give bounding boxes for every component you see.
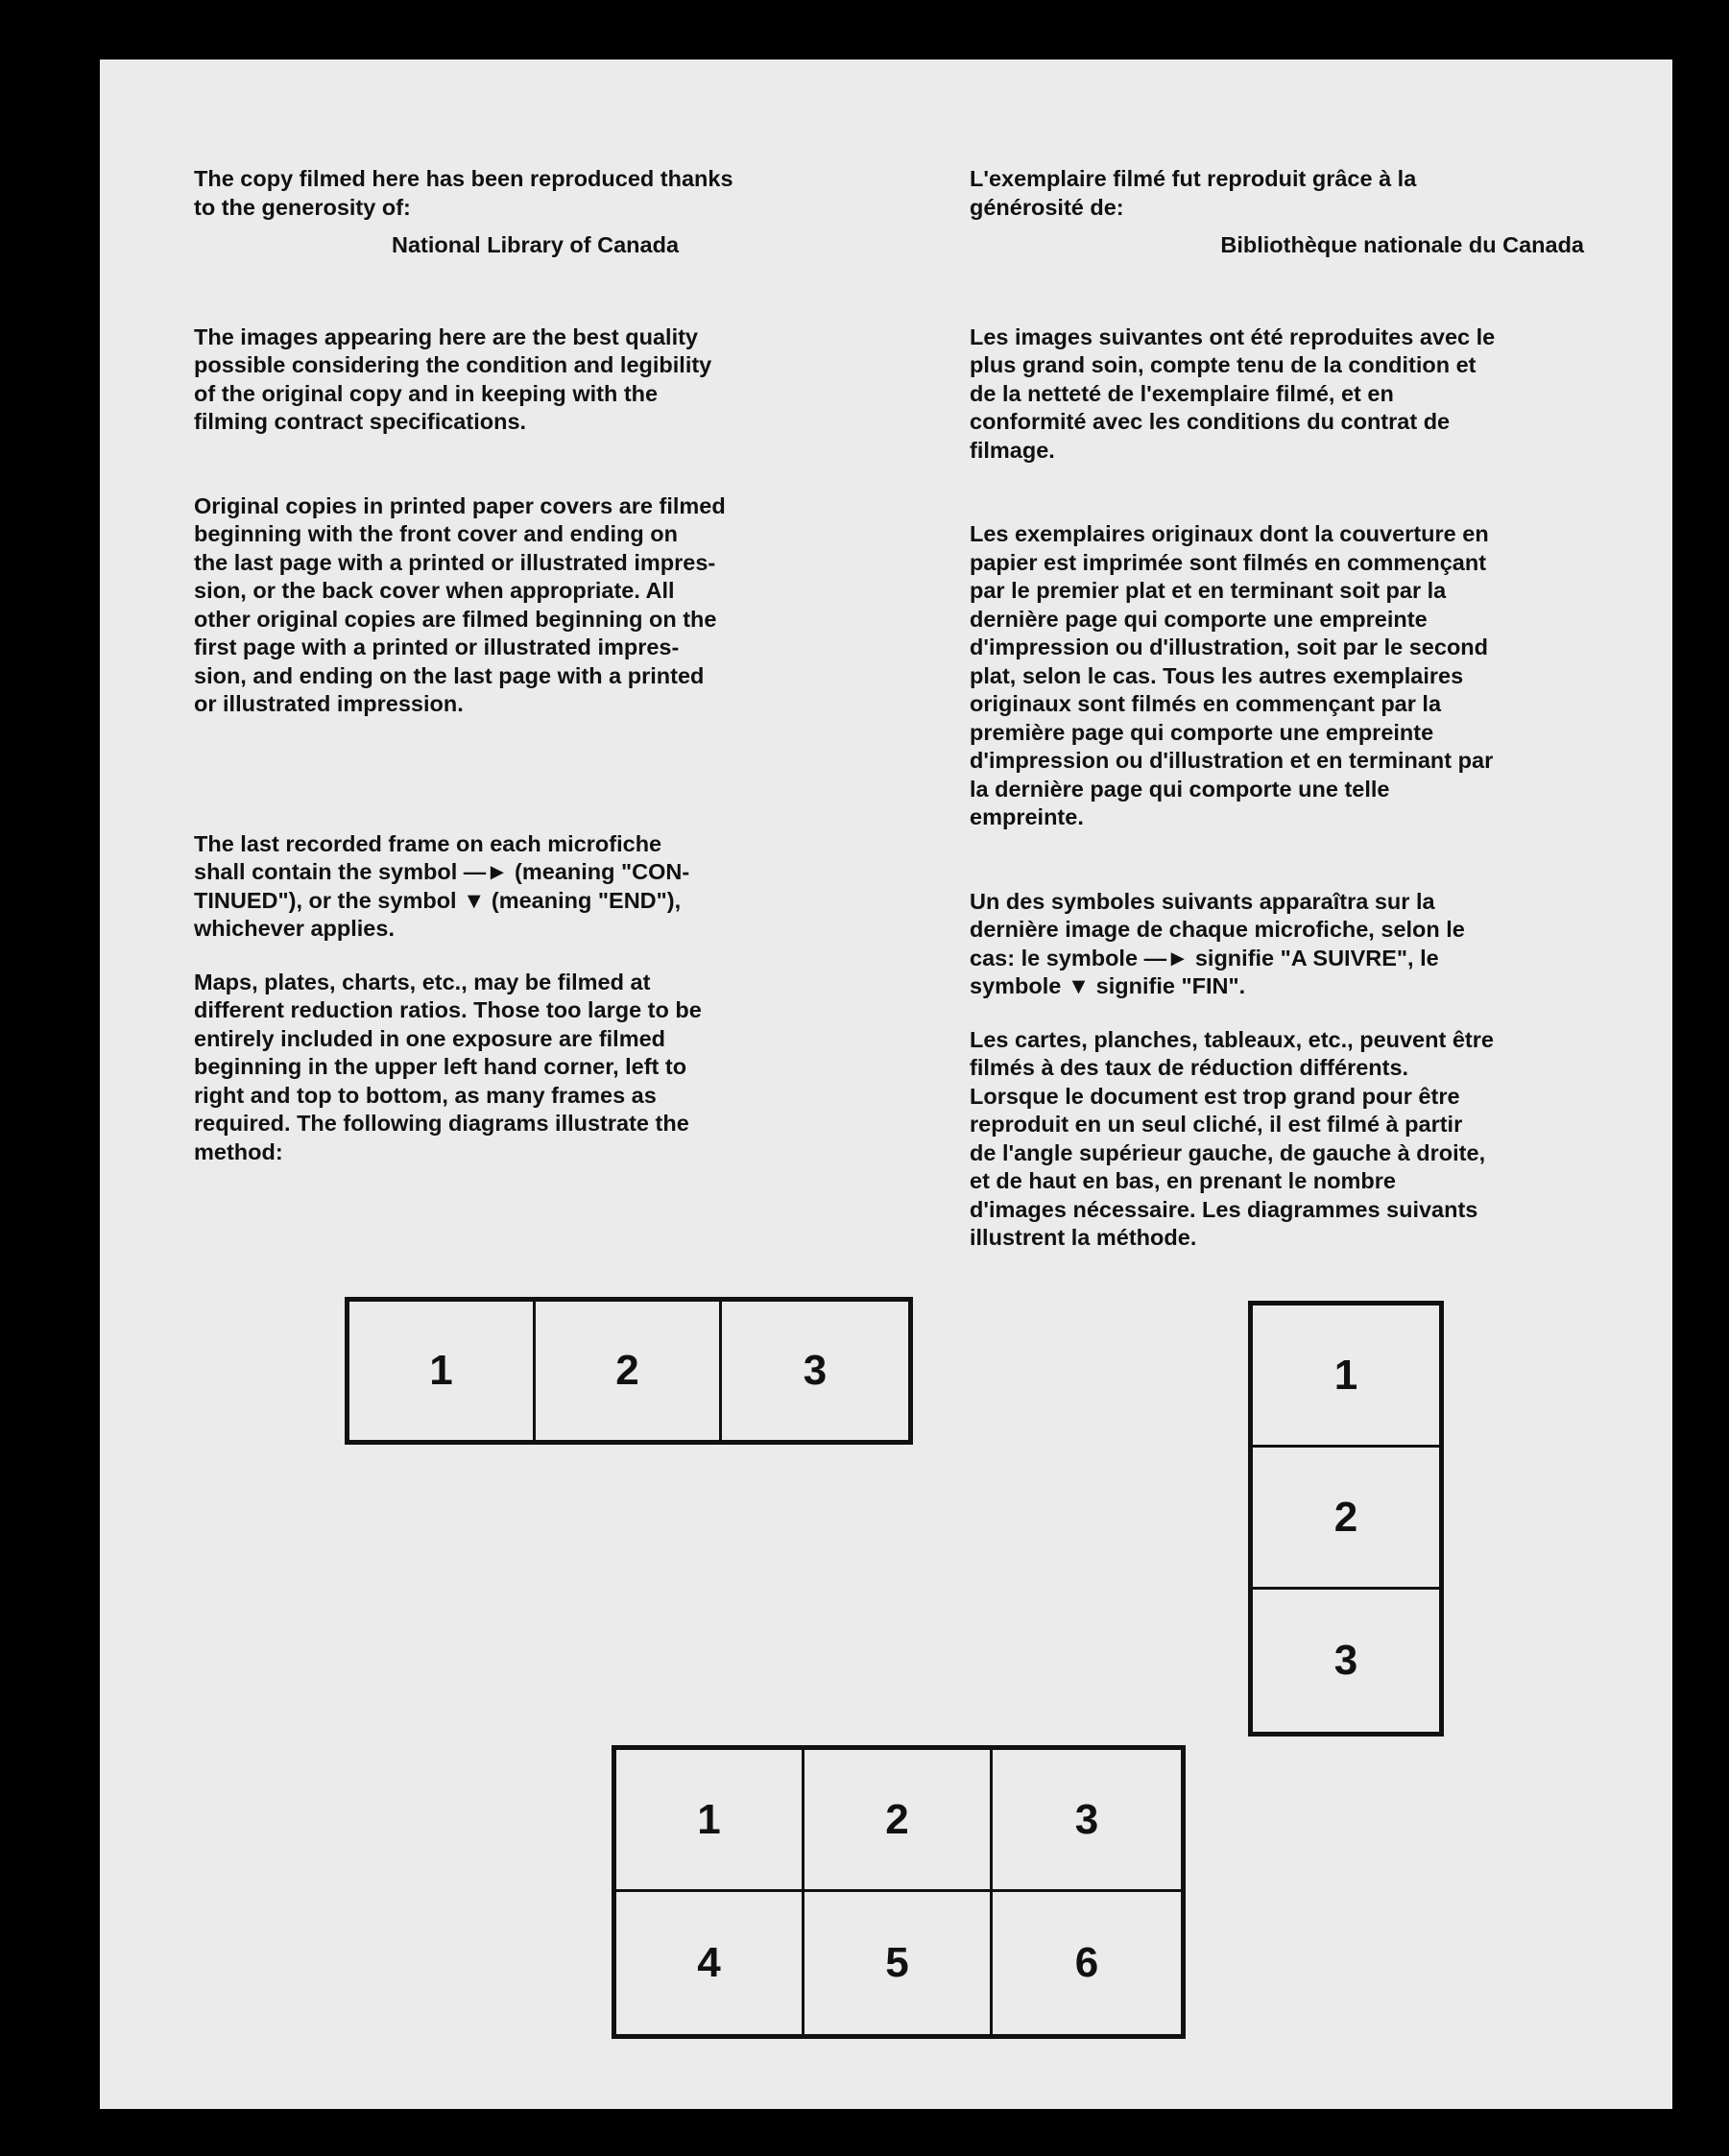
- maps-paragraph-fr: Les cartes, planches, tableaux, etc., peuvent être filmés à des taux de réduction différents. Lorsque le document est trop grand pour être reproduit en un seul cliché, il est filmé à partir de l'angle supérieur gauche, de gauche à droite, et de haut en bas, en prenant le nombre d'images nécessaire. Les diagrammes suivants illustrent la méthode.: [970, 1026, 1494, 1250]
- english-column: [194, 165, 808, 1166]
- frame-cell: 4: [616, 1892, 804, 2034]
- quality-paragraph-fr: Les images suivantes ont été reproduites avec le plus grand soin, compte tenu de la condition et de la netteté de l'exemplaire filmé, et en conformité avec les conditions du contrat de filmage.: [970, 323, 1496, 463]
- horizontal-frame-diagram: [345, 1297, 913, 1445]
- institution-name-fr: Bibliothèque nationale du Canada: [1220, 232, 1584, 257]
- institution-name-en: National Library of Canada: [392, 232, 680, 257]
- covers-paragraph-fr: Les exemplaires originaux dont la couverture en papier est imprimée sont filmés en commençant par le premier plat et en terminant soit par la dernière page qui comporte une empreinte d'impression ou d'illustration, soit par le second plat, selon le cas. Tous les autres exemplaires originaux sont filmés en commençant par la première page qui comporte une empreinte d'impression ou d'illustration et en terminant par la dernière page qui comporte une telle empreinte.: [970, 521, 1494, 829]
- credit-paragraph-en: The copy filmed here has been reproduced thanks to the generosity of:: [194, 166, 733, 220]
- frame-cell: 6: [1074, 1939, 1099, 1986]
- frame-cell: 2: [1253, 1448, 1439, 1590]
- frame-cell: 3: [803, 1347, 828, 1394]
- symbols-paragraph-fr: Un des symboles suivants apparaîtra sur la dernière image de chaque microfiche, selon le cas: le symbole —► signifie "A SUIVRE", le symbole ▼ signifie "FIN".: [970, 888, 1465, 998]
- frame-cell: 1: [1253, 1306, 1439, 1448]
- covers-paragraph-en: Original copies in printed paper covers are filmed beginning with the front cover and ending on the last page with a printed or illustrated impres- sion, or the back cover when appropriate. All other original copies are filmed beginning on the first page with a printed or illustrated impres- sion, and ending on the last page with a printed or illustrated impression.: [194, 492, 726, 716]
- quality-paragraph-en: The images appearing here are the best quality possible considering the condition and legibility of the original copy and in keeping with the filming contract specifications.: [194, 323, 712, 434]
- six-frame-grid-diagram: [612, 1745, 1186, 2039]
- symbols-paragraph-en: The last recorded frame on each microfiche shall contain the symbol —► (meaning "CON- TINUED"), or the symbol ▼ (meaning "END"), whichever applies.: [194, 830, 690, 941]
- frame-cell: 1: [349, 1302, 536, 1440]
- frame-cell: 3: [1333, 1637, 1358, 1684]
- frame-cell: 5: [804, 1892, 993, 2034]
- french-column: [970, 165, 1584, 1253]
- document-page: [100, 60, 1672, 2109]
- vertical-frame-diagram: [1248, 1301, 1444, 1737]
- maps-paragraph-en: Maps, plates, charts, etc., may be filmed at different reduction ratios. Those too large to be entirely included in one exposure are filmed beginning in the upper left hand corner, left to right and top to bottom, as many frames as required. The following diagrams illustrate the method:: [194, 969, 702, 1164]
- frame-cell: 3: [993, 1750, 1181, 1892]
- frame-cell: 1: [616, 1750, 804, 1892]
- credit-paragraph-fr: L'exemplaire filmé fut reproduit grâce à la générosité de:: [970, 166, 1417, 220]
- frame-cell: 2: [804, 1750, 993, 1892]
- frame-cell: 2: [536, 1302, 722, 1440]
